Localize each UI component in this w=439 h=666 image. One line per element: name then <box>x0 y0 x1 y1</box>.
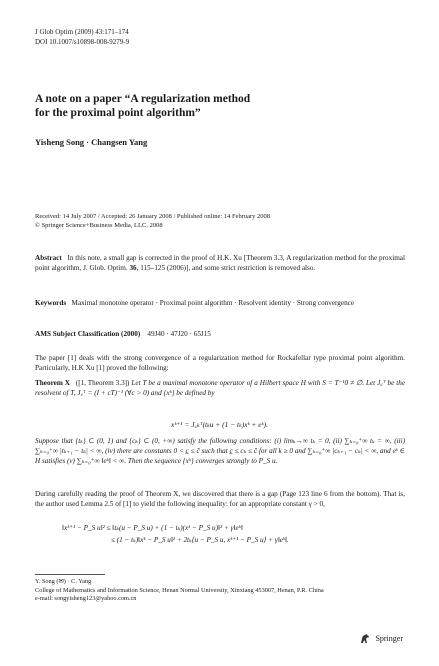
theorem-conditions: Suppose that {tₖ} ⊂ (0, 1) and {cₖ} ⊂ (0, +∞) satisfy the following conditions: (i) limₖ→∞ tₖ = 0, (ii) ∑ₖ₌₀⁺∞ tₖ = ∞, (iii) ∑ₖ₌₀⁺∞ |tₖ₊₁ − tₖ| < ∞, (iv) there are constants 0 < c̲ ≤ c̄ such that c̲ ≤ cₖ ≤ c̄ for all k ≥ 0 and ∑ₖ₌₀⁺∞ |cₖ₊₁ − cₖ| < ∞, and eᵏ ∈ H satisfies (v) ∑ₖ₌₀⁺∞ ‖eᵏ‖ < ∞. Then the sequence {xᵏ} converges strongly to P_S u. <box>35 437 405 465</box>
springer-horse-icon <box>359 633 371 645</box>
title-line-1: A note on a paper “A regularization method <box>35 93 251 105</box>
footnote-email: e-mail: songyisheng123@yahoo.com.cn <box>35 595 137 603</box>
publisher-mark <box>359 633 403 645</box>
ams-codes: 49J40 · 47J20 · 65J15 <box>147 330 211 338</box>
theorem-ref: ([1, Theorem 3.3]) <box>75 379 130 387</box>
journal-citation: J Glob Optim (2009) 43:171–174 <box>35 28 129 36</box>
keywords <box>35 298 405 308</box>
ams-classification <box>35 329 405 339</box>
received-dates: Received: 14 July 2007 / Accepted: 26 January 2008 / Published online: 14 February 2008 <box>35 213 271 220</box>
author-footnote <box>35 578 405 604</box>
inequality-line-1: ‖xᵏ⁺¹ − P_S u‖² ≤ ‖tₖ(u − P_S u) + (1 − tₖ)(xᵏ − P_S u)‖² + γ‖eᵏ‖ <box>62 524 243 532</box>
footnote-affiliation: College of Mathematics and Information Science, Henan Normal University, Xinxiang 453007, Henan, P.R. China <box>35 586 324 594</box>
theorem-label: Theorem X <box>35 379 70 387</box>
publication-dates <box>35 212 405 230</box>
inequality-line-2: ≤ (1 − tₖ)‖xᵏ − P_S u‖² + 2tₖ⟨u − P_S u, xᵏ⁺¹ − P_S u⟩ + γ‖eᵏ‖. <box>111 536 289 544</box>
theorem-statement: Let T be a maximal monotone operator of a Hilbert space H with S = T⁻¹0 ≠ ∅. Let J꜀ᵀ be the resolvent of T, J꜀ᵀ = (I + cT)⁻¹ (∀c > 0) and {xᵏ} be defined by <box>35 379 406 397</box>
footnote-rule <box>35 574 105 575</box>
journal-header <box>35 27 129 47</box>
footnote-names: Y. Song (✉) · C. Yang <box>35 578 92 585</box>
abstract-volume: 36 <box>129 264 137 272</box>
abstract-text-a: In this note, a small gap is corrected in the proof of H.K. Xu [Theorem 3.3, A regularization method for the proximal point algorithm, J. Glob. Optim. <box>35 254 405 272</box>
key-inequality <box>62 522 402 546</box>
copyright: © Springer Science+Business Media, LLC. 2008 <box>35 222 163 229</box>
publisher-name: Springer <box>375 634 403 643</box>
title-line-2: for the proximal point algorithm” <box>35 107 201 119</box>
gap-paragraph: During carefully reading the proof of Theorem X, we discovered that there is a gap (Page 123 line 6 from the bottom). That is, the author used Lemma 2.5 of [1] to yield the following inequality: for an appropriate constant γ > 0, <box>35 490 405 508</box>
iteration-equation: xᵏ⁺¹ = J꜀ₖᵀ(tₖu + (1 − tₖ)xᵏ + eᵏ). <box>171 420 268 429</box>
ams-label: AMS Subject Classification (2000) <box>35 330 141 338</box>
keywords-text: Maximal monotone operator · Proximal point algorithm · Resolvent identity · Strong convergence <box>71 299 355 307</box>
keywords-label: Keywords <box>35 299 67 307</box>
paper-title <box>35 92 415 120</box>
doi: DOI 10.1007/s10898-008-9279-9 <box>35 38 130 46</box>
intro-paragraph: The paper [1] deals with the strong convergence of a regularization method for Rockafellar type proximal point algorithm. Particularly, H.K Xu [1] proved the following: <box>35 354 405 372</box>
theorem-x <box>35 378 405 398</box>
abstract-text-b: , 115–125 (2006)], and some strict restriction is removed also. <box>136 264 316 272</box>
author-list: Yisheng Song · Changsen Yang <box>35 137 148 147</box>
abstract <box>35 253 405 273</box>
abstract-label: Abstract <box>35 254 62 262</box>
